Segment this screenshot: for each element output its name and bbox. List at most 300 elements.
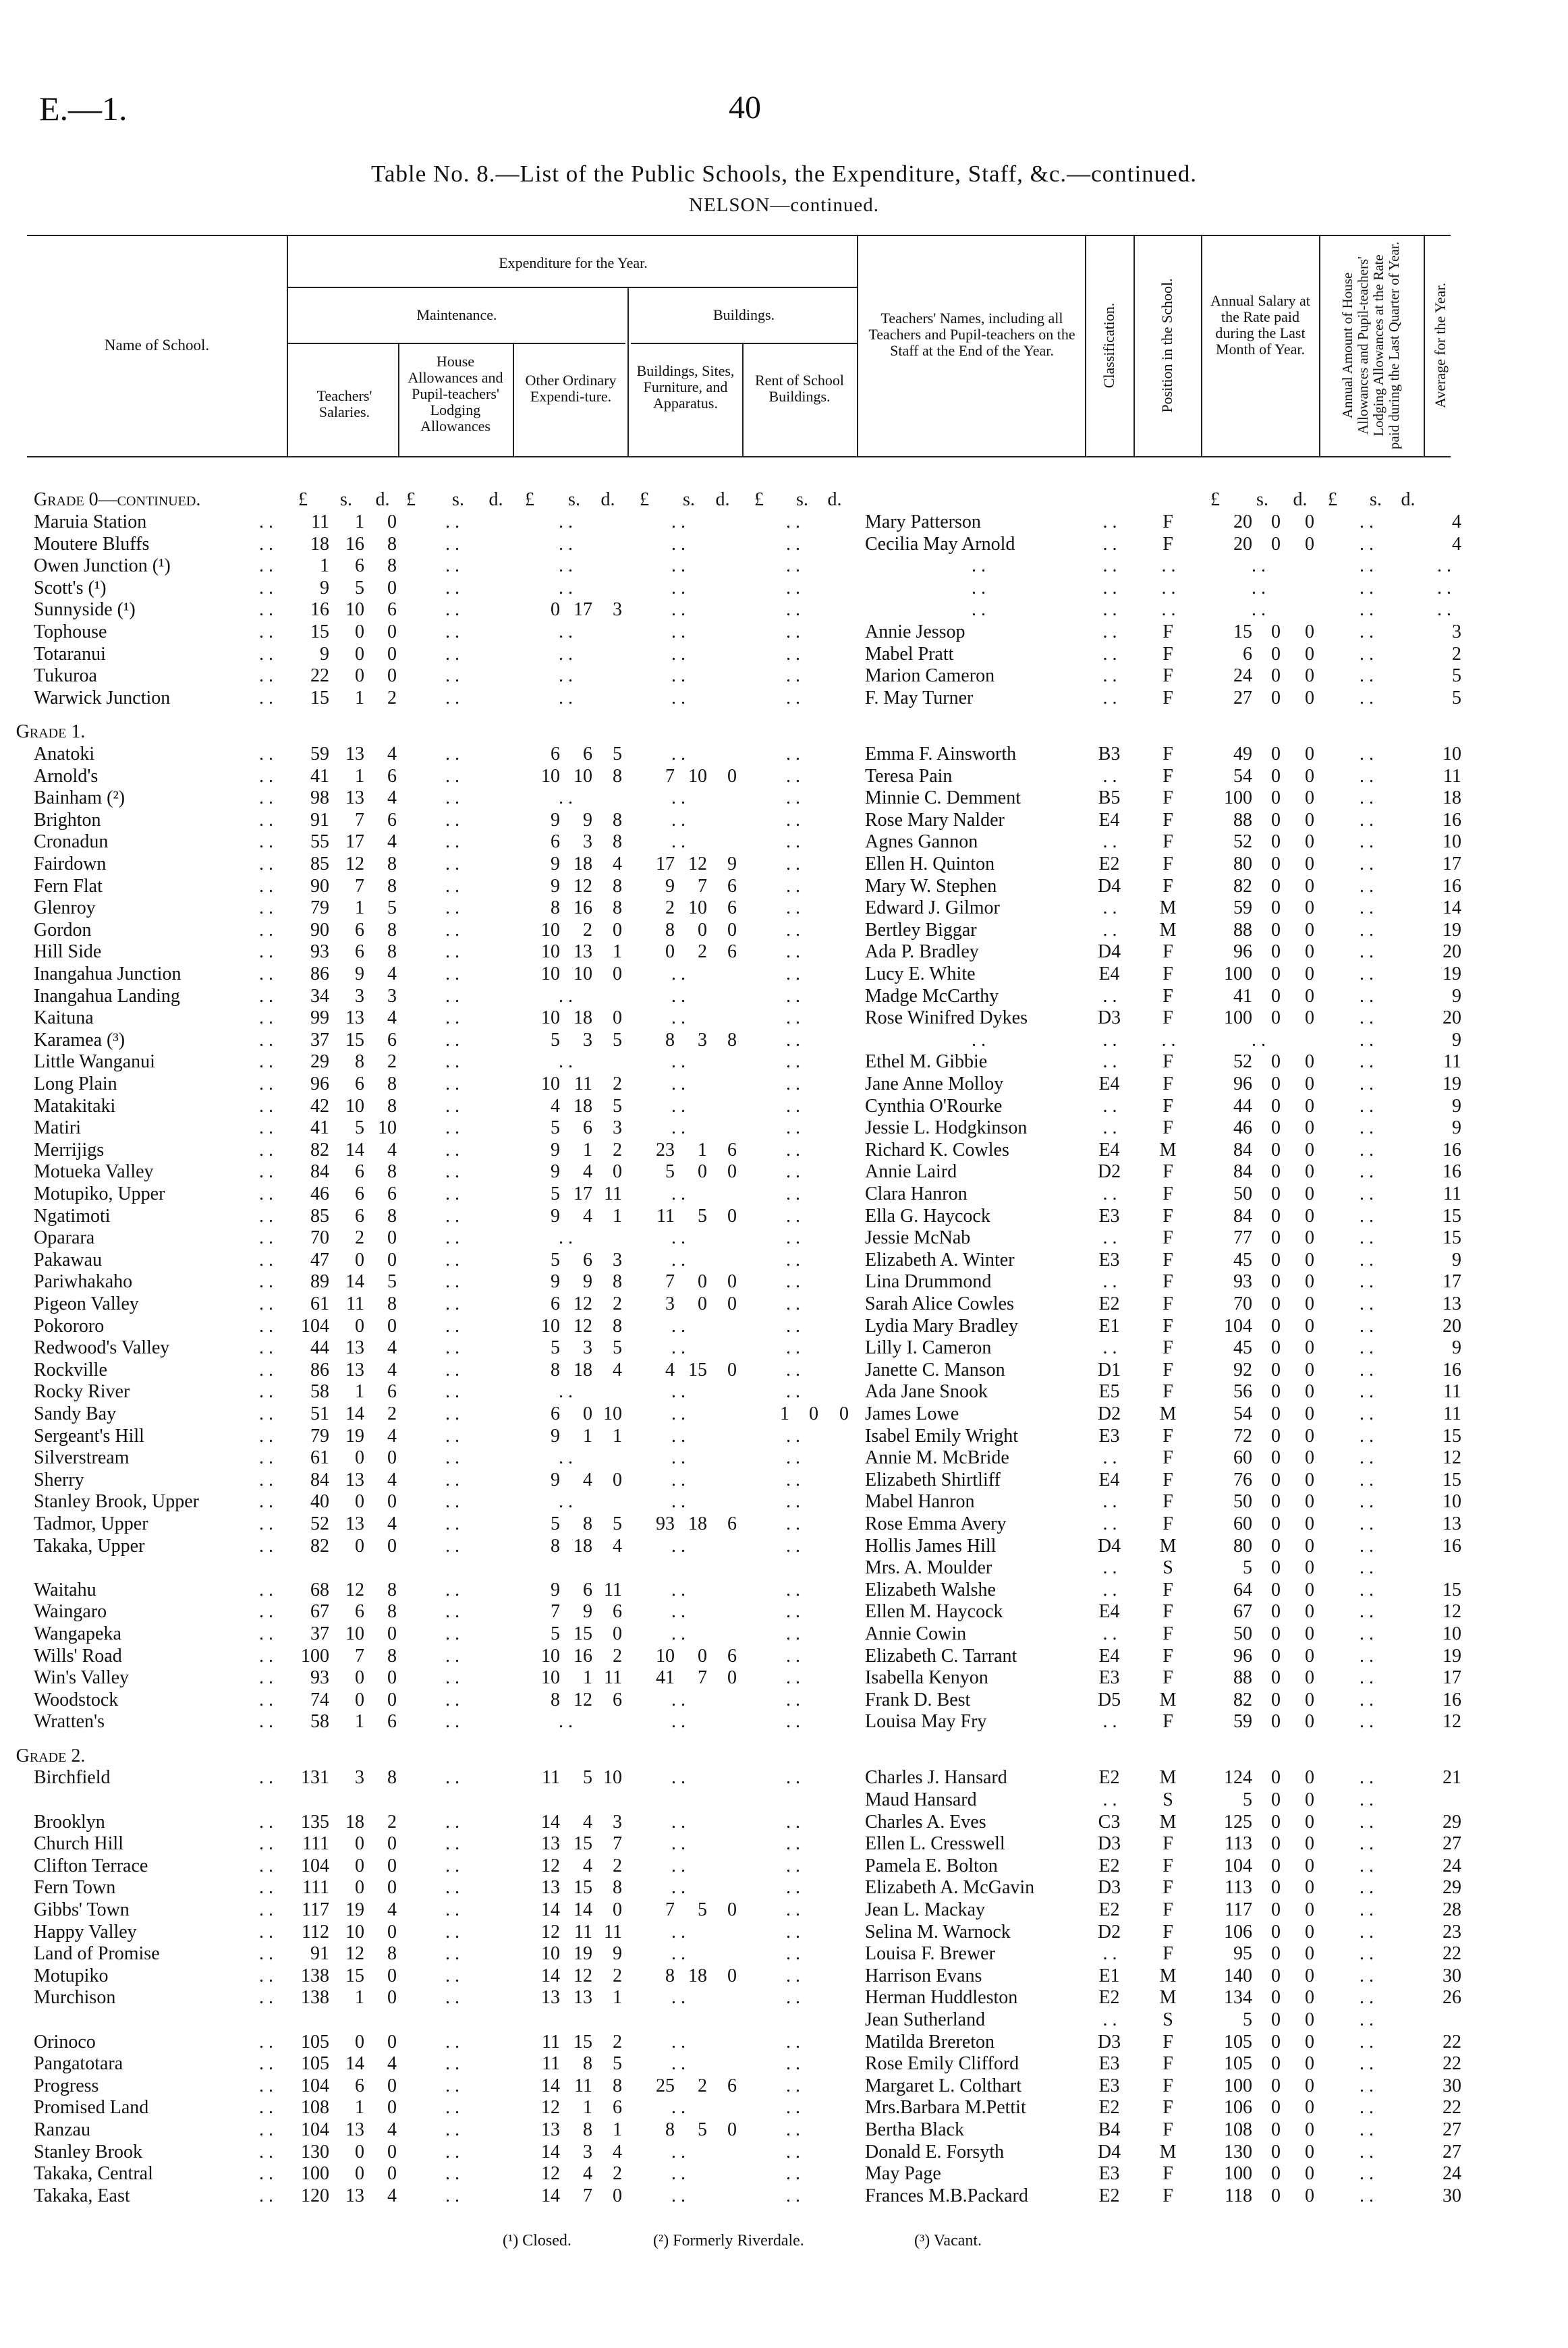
other-expenditure-pounds: 6 [551,1293,560,1314]
empty-cell: . . [445,1470,459,1490]
empty-cell: . . [786,1601,800,1622]
school-name: Waitahu [34,1580,96,1600]
empty-cell: . . [786,1030,800,1051]
annual-salary-shillings: 0 [1271,534,1281,555]
empty-cell: . . [1360,2097,1374,2118]
empty-cell: . . [445,787,459,808]
annual-salary-pounds: 96 [1233,1073,1252,1094]
other-expenditure-pounds: 12 [541,2097,560,2118]
annual-salary-pence: 0 [1305,1601,1314,1622]
annual-salary-shillings: 0 [1271,2032,1281,2052]
other-expenditure-pence: 2 [613,1293,622,1314]
school-name: Sherry [34,1470,84,1490]
leader-dots: . . [259,744,273,764]
empty-cell: . . [445,1812,459,1833]
other-expenditure-pounds: 10 [541,1943,560,1964]
empty-cell: . . [671,1877,685,1898]
teachers-salaries-pounds: 104 [301,1855,329,1876]
header-maintenance: Maintenance. [416,306,497,323]
average: 27 [1443,2119,1461,2140]
empty-cell: . . [445,2075,459,2096]
other-expenditure-pounds: 9 [551,810,560,831]
leader-dots: . . [259,831,273,852]
teachers-salaries-shillings: 12 [345,854,364,874]
average: 22 [1443,1943,1461,1964]
annual-salary-shillings: 0 [1271,2119,1281,2140]
teachers-salaries-pounds: 42 [310,1096,329,1117]
leader-dots: . . [259,1271,273,1292]
teacher-name: Ellen L. Cresswell [865,1833,1005,1854]
buildings-sites-shillings: 18 [688,1513,707,1534]
annual-salary-pence: 0 [1305,1557,1314,1578]
position: F [1163,1922,1173,1942]
col-divider [1201,235,1202,456]
position: F [1163,1183,1173,1204]
other-expenditure-pounds: 9 [551,1580,560,1600]
empty-cell: . . [671,1812,685,1833]
annual-salary-pence: 0 [1305,920,1314,941]
teachers-salaries-pounds: 117 [302,1899,329,1920]
empty-cell: . . [1360,644,1374,665]
leader-dots: . . [259,854,273,874]
empty-cell: . . [671,2032,685,2052]
other-expenditure-shillings: 18 [573,1536,592,1557]
annual-salary-pence: 0 [1305,1096,1314,1117]
teacher-name: James Lowe [865,1403,959,1424]
average: 16 [1443,1536,1461,1557]
footnote-1: (¹) Closed. [503,2232,571,2249]
school-name: Matiri [34,1117,81,1138]
classification: D3 [1097,1833,1121,1854]
empty-cell: . . [671,1073,685,1094]
position: F [1163,1667,1173,1688]
annual-salary-pence: 0 [1305,2142,1314,2162]
teachers-salaries-shillings: 19 [345,1426,364,1447]
empty-cell: . . [445,511,459,532]
other-expenditure-shillings: 9 [583,1271,592,1292]
empty-cell: . . [786,2097,800,2118]
other-expenditure-shillings: 15 [573,1623,592,1644]
school-name: Woodstock [34,1689,119,1710]
other-expenditure-pence: 7 [613,1833,622,1854]
teachers-salaries-shillings: 6 [355,1073,364,1094]
annual-salary-shillings: 0 [1271,1073,1281,1094]
unit-pound: £ [406,489,416,510]
other-expenditure-shillings: 12 [573,1965,592,1986]
school-name: Church Hill [34,1833,123,1854]
annual-salary-pence: 0 [1305,1899,1314,1920]
teacher-name: Rose Winifred Dykes [865,1007,1028,1028]
leader-dots: . . [259,1767,273,1788]
teachers-salaries-pence: 0 [387,1227,397,1248]
empty-cell: . . [671,2142,685,2162]
teachers-salaries-pounds: 82 [310,1140,329,1161]
teachers-salaries-shillings: 1 [355,2097,364,2118]
teachers-salaries-pounds: 90 [310,876,329,897]
school-name: Pokororo [34,1316,105,1337]
other-expenditure-shillings: 13 [573,1987,592,2008]
classification: E3 [1098,2053,1120,2074]
empty-cell: . . [1102,621,1117,642]
empty-cell: . . [1102,897,1117,918]
annual-salary-shillings: 0 [1271,1140,1281,1161]
annual-salary-pounds: 6 [1243,644,1252,665]
empty-cell: . . [445,555,459,576]
empty-cell: . . [786,787,800,808]
empty-cell: . . [445,1513,459,1534]
unit-shilling: s. [1370,489,1382,510]
buildings-sites-shillings: 5 [698,2119,707,2140]
annual-salary-pence: 0 [1305,1470,1314,1490]
teachers-salaries-pence: 6 [387,1381,397,1402]
classification: D4 [1097,2142,1121,2162]
school-name: Wills' Road [34,1646,122,1667]
classification: B4 [1098,2119,1121,2140]
average: 11 [1443,1051,1461,1072]
empty-cell: . . [671,1381,685,1402]
average: 27 [1443,1833,1461,1854]
teachers-salaries-pence: 8 [387,1293,397,1314]
school-name: Fern Flat [34,876,103,897]
teachers-salaries-pounds: 68 [310,1580,329,1600]
average: 30 [1443,2185,1461,2206]
teachers-salaries-pounds: 111 [302,1833,329,1854]
teachers-salaries-pounds: 111 [302,1877,329,1898]
empty-cell: . . [1360,941,1374,962]
empty-cell: . . [445,665,459,686]
other-expenditure-shillings: 1 [583,2097,592,2118]
empty-cell: . . [1252,599,1266,620]
buildings-sites-pounds: 8 [665,1030,675,1051]
empty-cell: . . [1102,511,1117,532]
empty-cell: . . [445,1073,459,1094]
empty-cell: . . [1102,920,1117,941]
teachers-salaries-pence: 8 [387,555,397,576]
col-divider [742,343,744,456]
other-expenditure-pence: 2 [613,2163,622,2184]
empty-cell: . . [1360,831,1374,852]
average: 14 [1443,897,1461,918]
col-divider [398,343,399,456]
average: 24 [1443,1855,1461,1876]
footnote-3: (³) Vacant. [914,2232,982,2249]
annual-salary-pounds: 125 [1224,1812,1252,1833]
teachers-salaries-pounds: 105 [301,2053,329,2074]
table-title: Table No. 8.—List of the Public Schools, the Expenditure, Staff, &c.—continued. [371,161,1197,187]
average: 17 [1443,854,1461,874]
school-name: Scott's (¹) [34,578,107,598]
teacher-name: Ada P. Bradley [865,941,979,962]
leader-dots: . . [259,1206,273,1227]
other-expenditure-pence: 11 [604,1580,622,1600]
teachers-salaries-pence: 8 [387,1073,397,1094]
leader-dots: . . [259,1601,273,1622]
other-expenditure-pence: 8 [613,1271,622,1292]
annual-salary-shillings: 0 [1271,831,1281,852]
teachers-salaries-pounds: 108 [301,2097,329,2118]
teacher-name: Annie Laird [865,1161,957,1182]
empty-cell: . . [786,1922,800,1942]
teachers-salaries-shillings: 0 [355,1667,364,1688]
unit-pence: d. [715,489,730,510]
annual-salary-pounds: 96 [1233,941,1252,962]
empty-cell: . . [445,1899,459,1920]
position: F [1163,1381,1173,1402]
teachers-salaries-pence: 8 [387,941,397,962]
empty-cell: . . [1360,1470,1374,1490]
annual-salary-pounds: 100 [1224,1007,1252,1028]
annual-salary-pounds: 84 [1233,1140,1252,1161]
other-expenditure-pounds: 13 [541,1877,560,1898]
unit-pence: d. [375,489,390,510]
position: F [1163,787,1173,808]
classification: D1 [1097,1360,1121,1380]
school-name: Wangapeka [34,1623,121,1644]
empty-cell: . . [1360,1316,1374,1337]
other-expenditure-pence: 2 [613,1855,622,1876]
empty-cell: . . [1360,920,1374,941]
empty-cell: . . [1360,1711,1374,1732]
teacher-name: Mary Patterson [865,511,981,532]
empty-cell: . . [445,1491,459,1512]
annual-salary-pence: 0 [1305,1381,1314,1402]
school-name: Progress [34,2075,99,2096]
empty-cell: . . [1360,1360,1374,1380]
empty-cell: . . [1360,1922,1374,1942]
empty-cell: . . [445,2163,459,2184]
annual-salary-shillings: 0 [1271,1922,1281,1942]
empty-cell: . . [1360,1161,1374,1182]
annual-salary-pence: 0 [1305,1855,1314,1876]
empty-cell: . . [786,1271,800,1292]
teacher-name: Richard K. Cowles [865,1140,1009,1161]
buildings-sites-pence: 8 [727,1030,737,1051]
annual-salary-pence: 0 [1305,1943,1314,1964]
empty-cell: . . [786,810,800,831]
teachers-salaries-shillings: 12 [345,1580,364,1600]
other-expenditure-pounds: 9 [551,1140,560,1161]
header-house-allowances: House Allowances and Pupil-teachers' Lodging Allowances [408,353,503,435]
school-name: Pariwhakaho [34,1271,133,1292]
position: M [1159,897,1177,918]
empty-cell: . . [445,1987,459,2008]
position: F [1163,2097,1173,2118]
average: 19 [1443,920,1461,941]
teacher-name: Donald E. Forsyth [865,2142,1005,2162]
average: 18 [1443,787,1461,808]
header-classification: Classification. [1100,302,1117,389]
empty-cell: . . [671,1447,685,1468]
empty-cell: . . [445,2032,459,2052]
other-expenditure-shillings: 4 [583,1855,592,1876]
annual-salary-shillings: 0 [1271,1117,1281,1138]
teacher-name: Isabella Kenyon [865,1667,988,1688]
other-expenditure-pounds: 14 [541,1812,560,1833]
classification: E2 [1098,854,1120,874]
teacher-name: Matilda Brereton [865,2032,995,2052]
annual-salary-pence: 0 [1305,644,1314,665]
school-name: Rockville [34,1360,107,1380]
average: 5 [1452,665,1461,686]
annual-salary-pounds: 67 [1233,1601,1252,1622]
position: F [1163,1250,1173,1270]
empty-cell: . . [1360,1623,1374,1644]
classification: D2 [1097,1161,1121,1182]
teachers-salaries-pence: 0 [387,1623,397,1644]
average: 22 [1443,2097,1461,2118]
annual-salary-pounds: 117 [1225,1899,1252,1920]
teachers-salaries-shillings: 7 [355,1646,364,1667]
unit-shilling: s. [568,489,580,510]
empty-cell: . . [1437,555,1451,576]
position: F [1163,1877,1173,1898]
buildings-sites-shillings: 1 [698,1140,707,1161]
classification: E3 [1098,2163,1120,2184]
position: S [1163,2009,1173,2030]
empty-cell: . . [1252,578,1266,598]
position: F [1163,876,1173,897]
other-expenditure-pence: 6 [613,2097,622,2118]
teachers-salaries-pounds: 100 [301,1646,329,1667]
school-name: Kaituna [34,1007,94,1028]
teachers-salaries-shillings: 0 [355,1491,364,1512]
school-name: Promised Land [34,2097,149,2118]
annual-salary-pounds: 80 [1233,1536,1252,1557]
empty-cell: . . [786,1206,800,1227]
other-expenditure-pounds: 11 [542,1767,560,1788]
empty-cell: . . [786,2185,800,2206]
other-expenditure-pence: 6 [613,1689,622,1710]
other-expenditure-pence: 5 [613,1513,622,1534]
teachers-salaries-pounds: 93 [310,941,329,962]
teachers-salaries-pence: 8 [387,1601,397,1622]
annual-salary-pence: 0 [1305,1877,1314,1898]
leader-dots: . . [259,1580,273,1600]
classification: E4 [1098,1646,1120,1667]
empty-cell: . . [786,766,800,787]
teachers-salaries-pounds: 79 [310,897,329,918]
expenditure-rule [288,287,858,288]
average: 30 [1443,1965,1461,1986]
buildings-sites-pence: 6 [727,1646,737,1667]
annual-salary-pounds: 130 [1224,2142,1252,2162]
other-expenditure-shillings: 15 [573,1877,592,1898]
other-expenditure-pounds: 14 [541,2142,560,2162]
teachers-salaries-pounds: 34 [310,986,329,1007]
average: 11 [1443,1381,1461,1402]
unit-pence: d. [1401,489,1416,510]
empty-cell: . . [786,1580,800,1600]
teachers-salaries-pence: 4 [387,2119,397,2140]
teacher-name: Mrs.Barbara M.Pettit [865,2097,1026,2118]
teachers-salaries-pence: 6 [387,1183,397,1204]
other-expenditure-shillings: 10 [573,963,592,984]
teachers-salaries-pounds: 1 [320,555,329,576]
buildings-sites-pounds: 8 [665,1965,675,1986]
other-expenditure-pounds: 10 [541,963,560,984]
teacher-name: Mabel Hanron [865,1491,975,1512]
other-expenditure-shillings: 1 [583,1140,592,1161]
position: F [1163,665,1173,686]
annual-salary-shillings: 0 [1271,1360,1281,1380]
empty-cell: . . [786,831,800,852]
annual-salary-shillings: 0 [1271,2097,1281,2118]
annual-salary-pounds: 60 [1233,1513,1252,1534]
average: 16 [1443,810,1461,831]
header-position: Position in the School. [1158,278,1175,413]
annual-salary-pence: 0 [1305,688,1314,708]
annual-salary-pence: 0 [1305,986,1314,1007]
other-expenditure-pence: 1 [613,1987,622,2008]
other-expenditure-shillings: 4 [583,1812,592,1833]
leader-dots: . . [259,511,273,532]
annual-salary-pounds: 134 [1224,1987,1252,2008]
empty-cell: . . [786,2053,800,2074]
other-expenditure-shillings: 18 [573,1096,592,1117]
empty-cell: . . [1360,1987,1374,2008]
leader-dots: . . [259,555,273,576]
empty-cell: . . [1360,534,1374,555]
annual-salary-pounds: 52 [1233,831,1252,852]
teacher-name: Jessie McNab [865,1227,971,1248]
average: 16 [1443,1689,1461,1710]
teacher-name: Charles J. Hansard [865,1767,1007,1788]
annual-salary-shillings: 0 [1271,1491,1281,1512]
empty-cell: . . [445,831,459,852]
leader-dots: . . [259,665,273,686]
empty-cell: . . [445,1051,459,1072]
average: 15 [1443,1206,1461,1227]
teachers-salaries-shillings: 10 [345,1096,364,1117]
empty-cell: . . [445,2119,459,2140]
other-expenditure-pence: 11 [604,1183,622,1204]
empty-cell: . . [1360,2163,1374,2184]
classification: D5 [1097,1689,1121,1710]
other-expenditure-shillings: 3 [583,831,592,852]
other-expenditure-shillings: 6 [583,1580,592,1600]
other-expenditure-pence: 8 [613,1877,622,1898]
teachers-salaries-shillings: 0 [355,1689,364,1710]
other-expenditure-pence: 3 [613,1812,622,1833]
annual-salary-shillings: 0 [1271,621,1281,642]
school-name: Glenroy [34,897,96,918]
empty-cell: . . [1102,1623,1117,1644]
annual-salary-pence: 0 [1305,1689,1314,1710]
empty-cell: . . [1360,1030,1374,1051]
empty-cell: . . [1161,555,1176,576]
other-expenditure-shillings: 10 [573,766,592,787]
teachers-salaries-shillings: 10 [345,1922,364,1942]
teachers-salaries-pounds: 104 [301,2119,329,2140]
buildings-sites-pence: 0 [727,1360,737,1380]
annual-salary-pounds: 105 [1224,2032,1252,2052]
other-expenditure-shillings: 17 [573,599,592,620]
teacher-name: Ada Jane Snook [865,1381,988,1402]
leader-dots: . . [259,1161,273,1182]
teachers-salaries-pence: 0 [387,665,397,686]
empty-cell: . . [1102,2009,1117,2030]
empty-cell: . . [1102,665,1117,686]
leader-dots: . . [259,1381,273,1402]
empty-cell: . . [1360,744,1374,764]
buildings-sites-pounds: 23 [656,1140,675,1161]
annual-salary-pence: 0 [1305,621,1314,642]
school-name: Warwick Junction [34,688,171,708]
average: 23 [1443,1922,1461,1942]
other-expenditure-pounds: 10 [541,766,560,787]
teacher-name: Rose Mary Nalder [865,810,1005,831]
position: F [1163,1073,1173,1094]
